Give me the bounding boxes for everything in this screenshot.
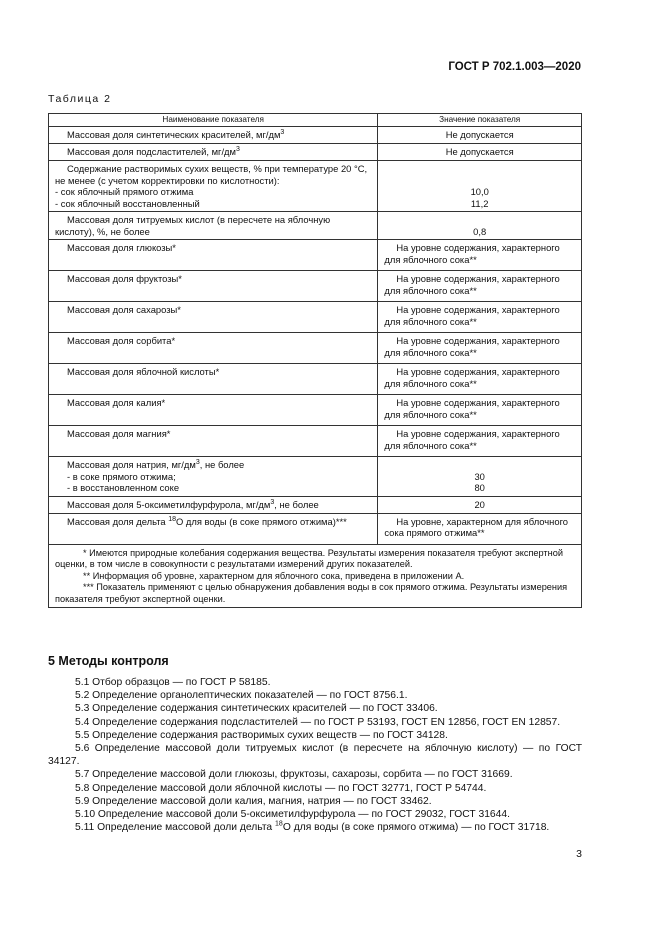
indicator-name: Массовая доля калия* <box>49 395 378 426</box>
indicator-name: Массовая доля подсластителей, $мг/дм^3$ <box>49 144 378 161</box>
table-row <box>49 302 582 333</box>
table-footnotes-row <box>49 544 582 608</box>
indicator-value: На уровне содержания, характерного для яблочного сока** <box>378 271 582 302</box>
indicator-value: На уровне содержания, характерного для яблочного сока** <box>378 333 582 364</box>
table-caption: Таблица 2 <box>48 93 112 105</box>
list-item: 5.2 Определение органолептических показателей — по ГОСТ 8756.1. <box>75 690 408 702</box>
table-row <box>49 127 582 144</box>
table-row <box>49 333 582 364</box>
indicator-name: Массовая доля синтетических красителей, $мг/дм^3$ <box>49 127 378 144</box>
indicator-name: Содержание растворимых сухих веществ, % при температуре 20 °С, не менее (с учетом корректировки по кислотности): - сок яблочный прямого отжима - сок яблочный восстановленный <box>49 161 378 212</box>
list-item: 5.11 Определение массовой доли дельта $^{18}$О для воды (в соке прямого отжима) — по ГОСТ 31718. <box>75 820 550 834</box>
indicator-name: Массовая доля титруемых кислот (в пересчете на яблочную кислоту), %, не более <box>49 212 378 240</box>
list-item: 5.1 Отбор образцов — по ГОСТ Р 58185. <box>75 677 271 688</box>
indicator-name: Массовая доля яблочной кислоты* <box>49 364 378 395</box>
indicator-value: На уровне содержания, характерного для яблочного сока** <box>378 426 582 457</box>
table-row <box>49 496 582 513</box>
list-item: 5.4 Определение содержания подсластителей — по ГОСТ Р 53193, ГОСТ EN 12856, ГОСТ EN 12857. <box>75 716 561 728</box>
indicator-name: Массовая доля дельта $^{18}$О для воды (в соке прямого отжима)*** <box>49 513 378 544</box>
section-title: 5 Методы контроля <box>48 654 169 668</box>
table-row <box>49 144 582 161</box>
indicator-name: Массовая доля магния* <box>49 426 378 457</box>
document-header: ГОСТ Р 702.1.003—2020 <box>448 61 581 73</box>
table-row <box>49 364 582 395</box>
table-row <box>49 395 582 426</box>
indicator-value: На уровне содержания, характерного для яблочного сока** <box>378 364 582 395</box>
footnote: * Имеются природные колебания содержания вещества. Результаты измерения показателя требуют экспертной оценки, в том числе в совокупности с результатами измерений других показателей. <box>55 547 563 569</box>
indicator-value: На уровне, характерном для яблочного сока прямого отжима** <box>378 513 582 544</box>
indicator-name: Массовая доля 5-оксиметилфурфурола, $мг/дм^3$, не более <box>49 496 378 513</box>
table-row <box>49 457 582 497</box>
indicator-name: Массовая доля сахарозы* <box>49 302 378 333</box>
table-row <box>49 513 582 544</box>
section-items <box>48 676 582 834</box>
table-header-row <box>49 114 582 127</box>
footnote: ** Информация об уровне, характерном для яблочного сока, приведена в приложении А. <box>83 570 465 581</box>
table-row <box>49 161 582 212</box>
indicator-value: На уровне содержания, характерного для яблочного сока** <box>378 302 582 333</box>
indicator-name: Массовая доля сорбита* <box>49 333 378 364</box>
list-item: 5.7 Определение массовой доли глюкозы, фруктозы, сахарозы, сорбита — по ГОСТ 31669. <box>75 769 513 781</box>
list-item: 5.8 Определение массовой доли яблочной кислоты — по ГОСТ 32771, ГОСТ Р 54744. <box>75 782 487 794</box>
column-header: Значение показателя <box>378 114 582 127</box>
indicator-value: На уровне содержания, характерного для яблочного сока** <box>378 395 582 426</box>
indicator-value: 30 80 <box>378 457 582 497</box>
list-item: 5.6 Определение массовой доли титруемых кислот (в пересчете на яблочную кислоту) — по ГОСТ 34127. <box>48 743 582 768</box>
indicator-value: Не допускается <box>378 144 582 161</box>
page-number: 3 <box>576 848 582 860</box>
table-row <box>49 271 582 302</box>
list-item: 5.9 Определение массовой доли калия, магния, натрия — по ГОСТ 33462. <box>75 795 432 807</box>
footnote: *** Показатель применяют с целью обнаружения добавления воды в сок прямого отжима. Результаты измерения показателя требуют экспертной оценки. <box>55 582 568 604</box>
indicator-value: 20 <box>378 496 582 513</box>
table-footnotes <box>49 544 582 608</box>
indicator-value: На уровне содержания, характерного для яблочного сока** <box>378 240 582 271</box>
indicator-name: Массовая доля глюкозы* <box>49 240 378 271</box>
table-row <box>49 212 582 240</box>
indicators-table <box>48 113 582 608</box>
table-row <box>49 426 582 457</box>
column-header: Наименование показателя <box>49 114 378 127</box>
indicator-name: Массовая доля натрия, $мг/дм^3$, не более - в соке прямого отжима; - в восстановленном соке <box>49 457 378 497</box>
table-row <box>49 240 582 271</box>
list-item: 5.10 Определение массовой доли 5-оксиметилфурфурола — по ГОСТ 29032, ГОСТ 31644. <box>75 809 510 821</box>
indicator-value: Не допускается <box>378 127 582 144</box>
list-item: 5.5 Определение содержания растворимых сухих веществ — по ГОСТ 34128. <box>75 729 448 741</box>
indicator-name: Массовая доля фруктозы* <box>49 271 378 302</box>
indicator-value: 0,8 <box>378 212 582 240</box>
indicator-value: 10,0 11,2 <box>378 161 582 212</box>
list-item: 5.3 Определение содержания синтетических красителей — по ГОСТ 33406. <box>75 703 438 715</box>
